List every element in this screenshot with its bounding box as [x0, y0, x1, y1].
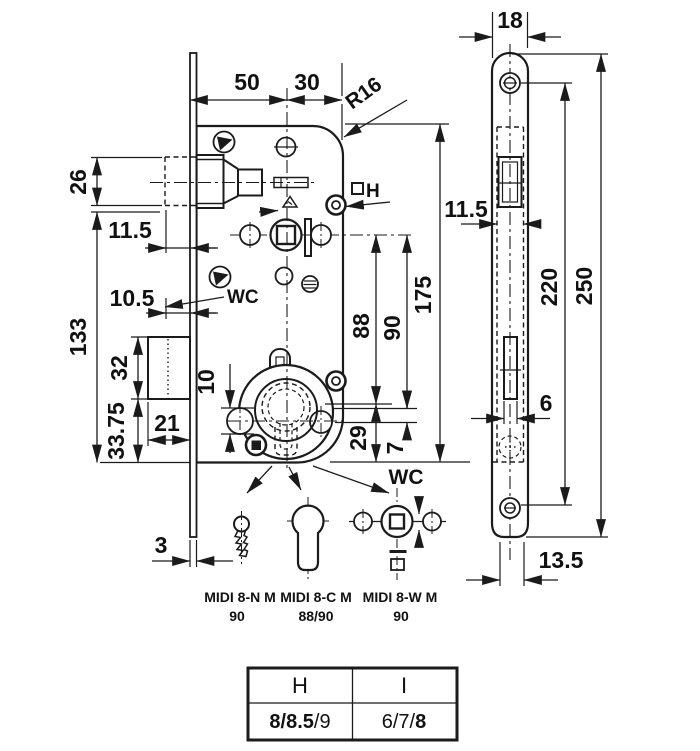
dim-radius-r16	[341, 73, 407, 137]
dim-label: 13.5	[538, 547, 584, 573]
dim-deadbolt-width-21	[148, 402, 190, 446]
bottom-screw-hole	[500, 498, 520, 518]
option-3-name: MIDI 8-W M	[362, 589, 438, 605]
option-labels	[204, 589, 437, 624]
table-header-h: H	[292, 673, 308, 698]
dim-label: 7	[382, 441, 408, 455]
dim-label: 133	[65, 317, 91, 357]
dim-33-75	[103, 399, 138, 463]
dim-label: 32	[106, 355, 132, 381]
wc-lower-label: WC	[388, 466, 424, 489]
dim-label: 11.5	[444, 196, 488, 222]
dim-case-height-175	[345, 124, 449, 462]
top-screw-hole	[500, 73, 520, 93]
dim-label: 175	[410, 275, 436, 315]
dim-flat-width-13-5	[466, 542, 584, 586]
deadbolt	[148, 337, 190, 399]
table-header-i: I	[400, 673, 408, 698]
dim-label: 88	[348, 313, 374, 339]
option-3-size: 90	[393, 608, 409, 624]
cylinder-options	[204, 466, 446, 624]
i-value-rest: 6/7/	[381, 711, 416, 733]
dim-label: 29	[345, 425, 371, 451]
dim-label: 10.5	[109, 285, 155, 311]
forend-plate	[190, 53, 197, 537]
bit-key-symbol	[234, 511, 249, 564]
spec-table	[248, 668, 457, 740]
dim-label: 33.75	[103, 402, 129, 460]
option-arrows	[247, 466, 389, 493]
dim-backset-50	[190, 69, 287, 100]
radius-label: R16	[341, 72, 387, 115]
dim-label: 26	[65, 169, 91, 195]
dim-label: 11.5	[108, 217, 152, 243]
dim-label: 6	[539, 390, 553, 416]
dim-label: 220	[536, 267, 562, 307]
option-2-name: MIDI 8-C M	[280, 589, 352, 605]
wc-spindle-symbol	[349, 488, 446, 580]
dim-label: 21	[154, 410, 180, 436]
dim-label: 30	[294, 69, 320, 95]
option-1-name: MIDI 8-N M	[204, 589, 276, 605]
faceplate-view	[492, 44, 528, 560]
square-symbol	[352, 183, 363, 194]
option-1-size: 90	[229, 608, 245, 624]
dim-label: 3	[154, 532, 168, 558]
dim-label: 250	[571, 266, 597, 306]
h-value-rest: /9	[313, 711, 331, 733]
dim-latch-height-26	[65, 158, 162, 206]
h-value-bold: 8/8.5	[269, 711, 314, 733]
i-value-bold: 8	[415, 711, 427, 733]
dim-label: 90	[379, 315, 405, 341]
dim-label: 10	[193, 369, 219, 395]
square-h-label: H	[366, 181, 380, 202]
dim-label: 18	[497, 7, 523, 33]
table-value-i	[382, 711, 426, 733]
option-2-size: 88/90	[298, 608, 334, 624]
euro-cylinder-symbol	[287, 497, 329, 579]
dim-deadbolt-32	[106, 337, 149, 399]
table-value-h	[269, 711, 330, 733]
wc-upper-label: WC	[227, 287, 259, 308]
dim-label: 50	[234, 69, 260, 95]
dim-29	[345, 404, 376, 462]
